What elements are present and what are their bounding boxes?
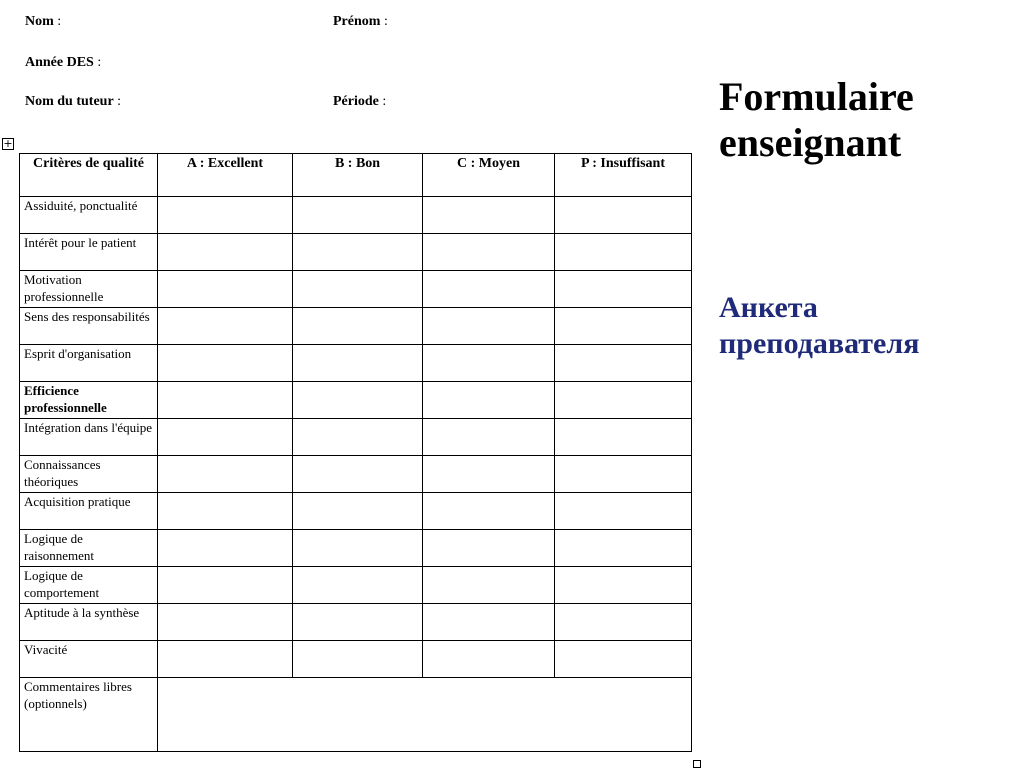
- criterion-label: Logique de raisonnement: [20, 530, 158, 567]
- rating-cell-a[interactable]: [158, 308, 293, 345]
- move-icon[interactable]: +: [3, 137, 13, 150]
- annee-field: Année DES :: [25, 55, 102, 70]
- rating-cell-p[interactable]: [555, 308, 692, 345]
- rating-cell-c[interactable]: [423, 493, 555, 530]
- criterion-label: Logique de comportement: [20, 567, 158, 604]
- rating-cell-p[interactable]: [555, 197, 692, 234]
- table-row: [20, 308, 692, 345]
- page-title-russian: [719, 290, 1019, 362]
- rating-cell-a[interactable]: [158, 567, 293, 604]
- rating-cell-p[interactable]: [555, 234, 692, 271]
- rating-cell-b[interactable]: [293, 530, 423, 567]
- table-row: [20, 419, 692, 456]
- table-row: [20, 234, 692, 271]
- rating-cell-c[interactable]: [423, 271, 555, 308]
- title-russian-line-2: преподавателя: [719, 327, 920, 360]
- tuteur-label: Nom du tuteur: [25, 94, 114, 109]
- table-row: [20, 382, 692, 419]
- table-row: [20, 604, 692, 641]
- periode-field: Période :: [333, 94, 387, 109]
- rating-cell-p[interactable]: [555, 641, 692, 678]
- rating-cell-a[interactable]: [158, 271, 293, 308]
- rating-cell-b[interactable]: [293, 234, 423, 271]
- column-header-excellent: A : Excellent: [158, 154, 293, 197]
- rating-cell-b[interactable]: [293, 567, 423, 604]
- nom-field: Nom :: [25, 14, 62, 29]
- title-russian-line-1: Анкета: [719, 291, 818, 324]
- rating-cell-c[interactable]: [423, 641, 555, 678]
- rating-cell-a[interactable]: [158, 197, 293, 234]
- criterion-label: Acquisition pratique: [20, 493, 158, 530]
- rating-cell-a[interactable]: [158, 234, 293, 271]
- rating-cell-c[interactable]: [423, 567, 555, 604]
- rating-cell-c[interactable]: [423, 456, 555, 493]
- criterion-label: Efficience professionnelle: [20, 382, 158, 419]
- comment-row: [20, 678, 692, 752]
- table-row: [20, 493, 692, 530]
- rating-cell-p[interactable]: [555, 530, 692, 567]
- table-row: [20, 345, 692, 382]
- rating-cell-p[interactable]: [555, 271, 692, 308]
- criterion-label: Esprit d'organisation: [20, 345, 158, 382]
- rating-cell-a[interactable]: [158, 530, 293, 567]
- comment-input[interactable]: [158, 678, 692, 752]
- rating-cell-c[interactable]: [423, 308, 555, 345]
- table-row: [20, 567, 692, 604]
- tuteur-field: Nom du tuteur :: [25, 94, 122, 109]
- rating-cell-a[interactable]: [158, 382, 293, 419]
- table-header-row: [20, 154, 692, 197]
- rating-cell-p[interactable]: [555, 604, 692, 641]
- rating-cell-c[interactable]: [423, 419, 555, 456]
- rating-cell-c[interactable]: [423, 234, 555, 271]
- prenom-field: Prénom :: [333, 14, 388, 29]
- rating-cell-a[interactable]: [158, 604, 293, 641]
- rating-cell-p[interactable]: [555, 419, 692, 456]
- rating-cell-c[interactable]: [423, 382, 555, 419]
- criterion-label: Motivation professionnelle: [20, 271, 158, 308]
- comment-label: Commentaires libres (optionnels): [20, 678, 158, 752]
- evaluation-table: [19, 153, 692, 752]
- criterion-label: Intérêt pour le patient: [20, 234, 158, 271]
- rating-cell-p[interactable]: [555, 382, 692, 419]
- rating-cell-p[interactable]: [555, 456, 692, 493]
- nom-label: Nom: [25, 14, 54, 29]
- rating-cell-b[interactable]: [293, 345, 423, 382]
- criterion-label: Aptitude à la synthèse: [20, 604, 158, 641]
- criterion-label: Vivacité: [20, 641, 158, 678]
- rating-cell-a[interactable]: [158, 456, 293, 493]
- rating-cell-b[interactable]: [293, 493, 423, 530]
- rating-cell-b[interactable]: [293, 308, 423, 345]
- criterion-label: Assiduité, ponctualité: [20, 197, 158, 234]
- rating-cell-b[interactable]: [293, 641, 423, 678]
- page-title-french: [719, 74, 1019, 166]
- rating-cell-c[interactable]: [423, 530, 555, 567]
- table-row: [20, 641, 692, 678]
- table-row: [20, 530, 692, 567]
- column-header-criteria: Critères de qualité: [20, 154, 158, 197]
- rating-cell-b[interactable]: [293, 419, 423, 456]
- column-header-moyen: C : Moyen: [423, 154, 555, 197]
- annee-label: Année DES: [25, 55, 94, 70]
- table-row: [20, 456, 692, 493]
- table-row: [20, 197, 692, 234]
- rating-cell-a[interactable]: [158, 419, 293, 456]
- rating-cell-c[interactable]: [423, 345, 555, 382]
- criterion-label: Sens des responsabilités: [20, 308, 158, 345]
- rating-cell-p[interactable]: [555, 567, 692, 604]
- criterion-label: Connaissances théoriques: [20, 456, 158, 493]
- rating-cell-c[interactable]: [423, 197, 555, 234]
- title-french-line-1: Formulaire: [719, 74, 914, 119]
- rating-cell-p[interactable]: [555, 345, 692, 382]
- rating-cell-a[interactable]: [158, 493, 293, 530]
- rating-cell-b[interactable]: [293, 197, 423, 234]
- criterion-label: Intégration dans l'équipe: [20, 419, 158, 456]
- title-french-line-2: enseignant: [719, 120, 902, 165]
- rating-cell-c[interactable]: [423, 604, 555, 641]
- periode-label: Période: [333, 94, 379, 109]
- rating-cell-a[interactable]: [158, 345, 293, 382]
- column-header-insuffisant: P : Insuffisant: [555, 154, 692, 197]
- rating-cell-a[interactable]: [158, 641, 293, 678]
- column-header-bon: B : Bon: [293, 154, 423, 197]
- resize-icon[interactable]: [693, 760, 701, 768]
- rating-cell-b[interactable]: [293, 456, 423, 493]
- rating-cell-b[interactable]: [293, 604, 423, 641]
- prenom-label: Prénom: [333, 14, 381, 29]
- rating-cell-b[interactable]: [293, 382, 423, 419]
- rating-cell-b[interactable]: [293, 271, 423, 308]
- rating-cell-p[interactable]: [555, 493, 692, 530]
- table-row: [20, 271, 692, 308]
